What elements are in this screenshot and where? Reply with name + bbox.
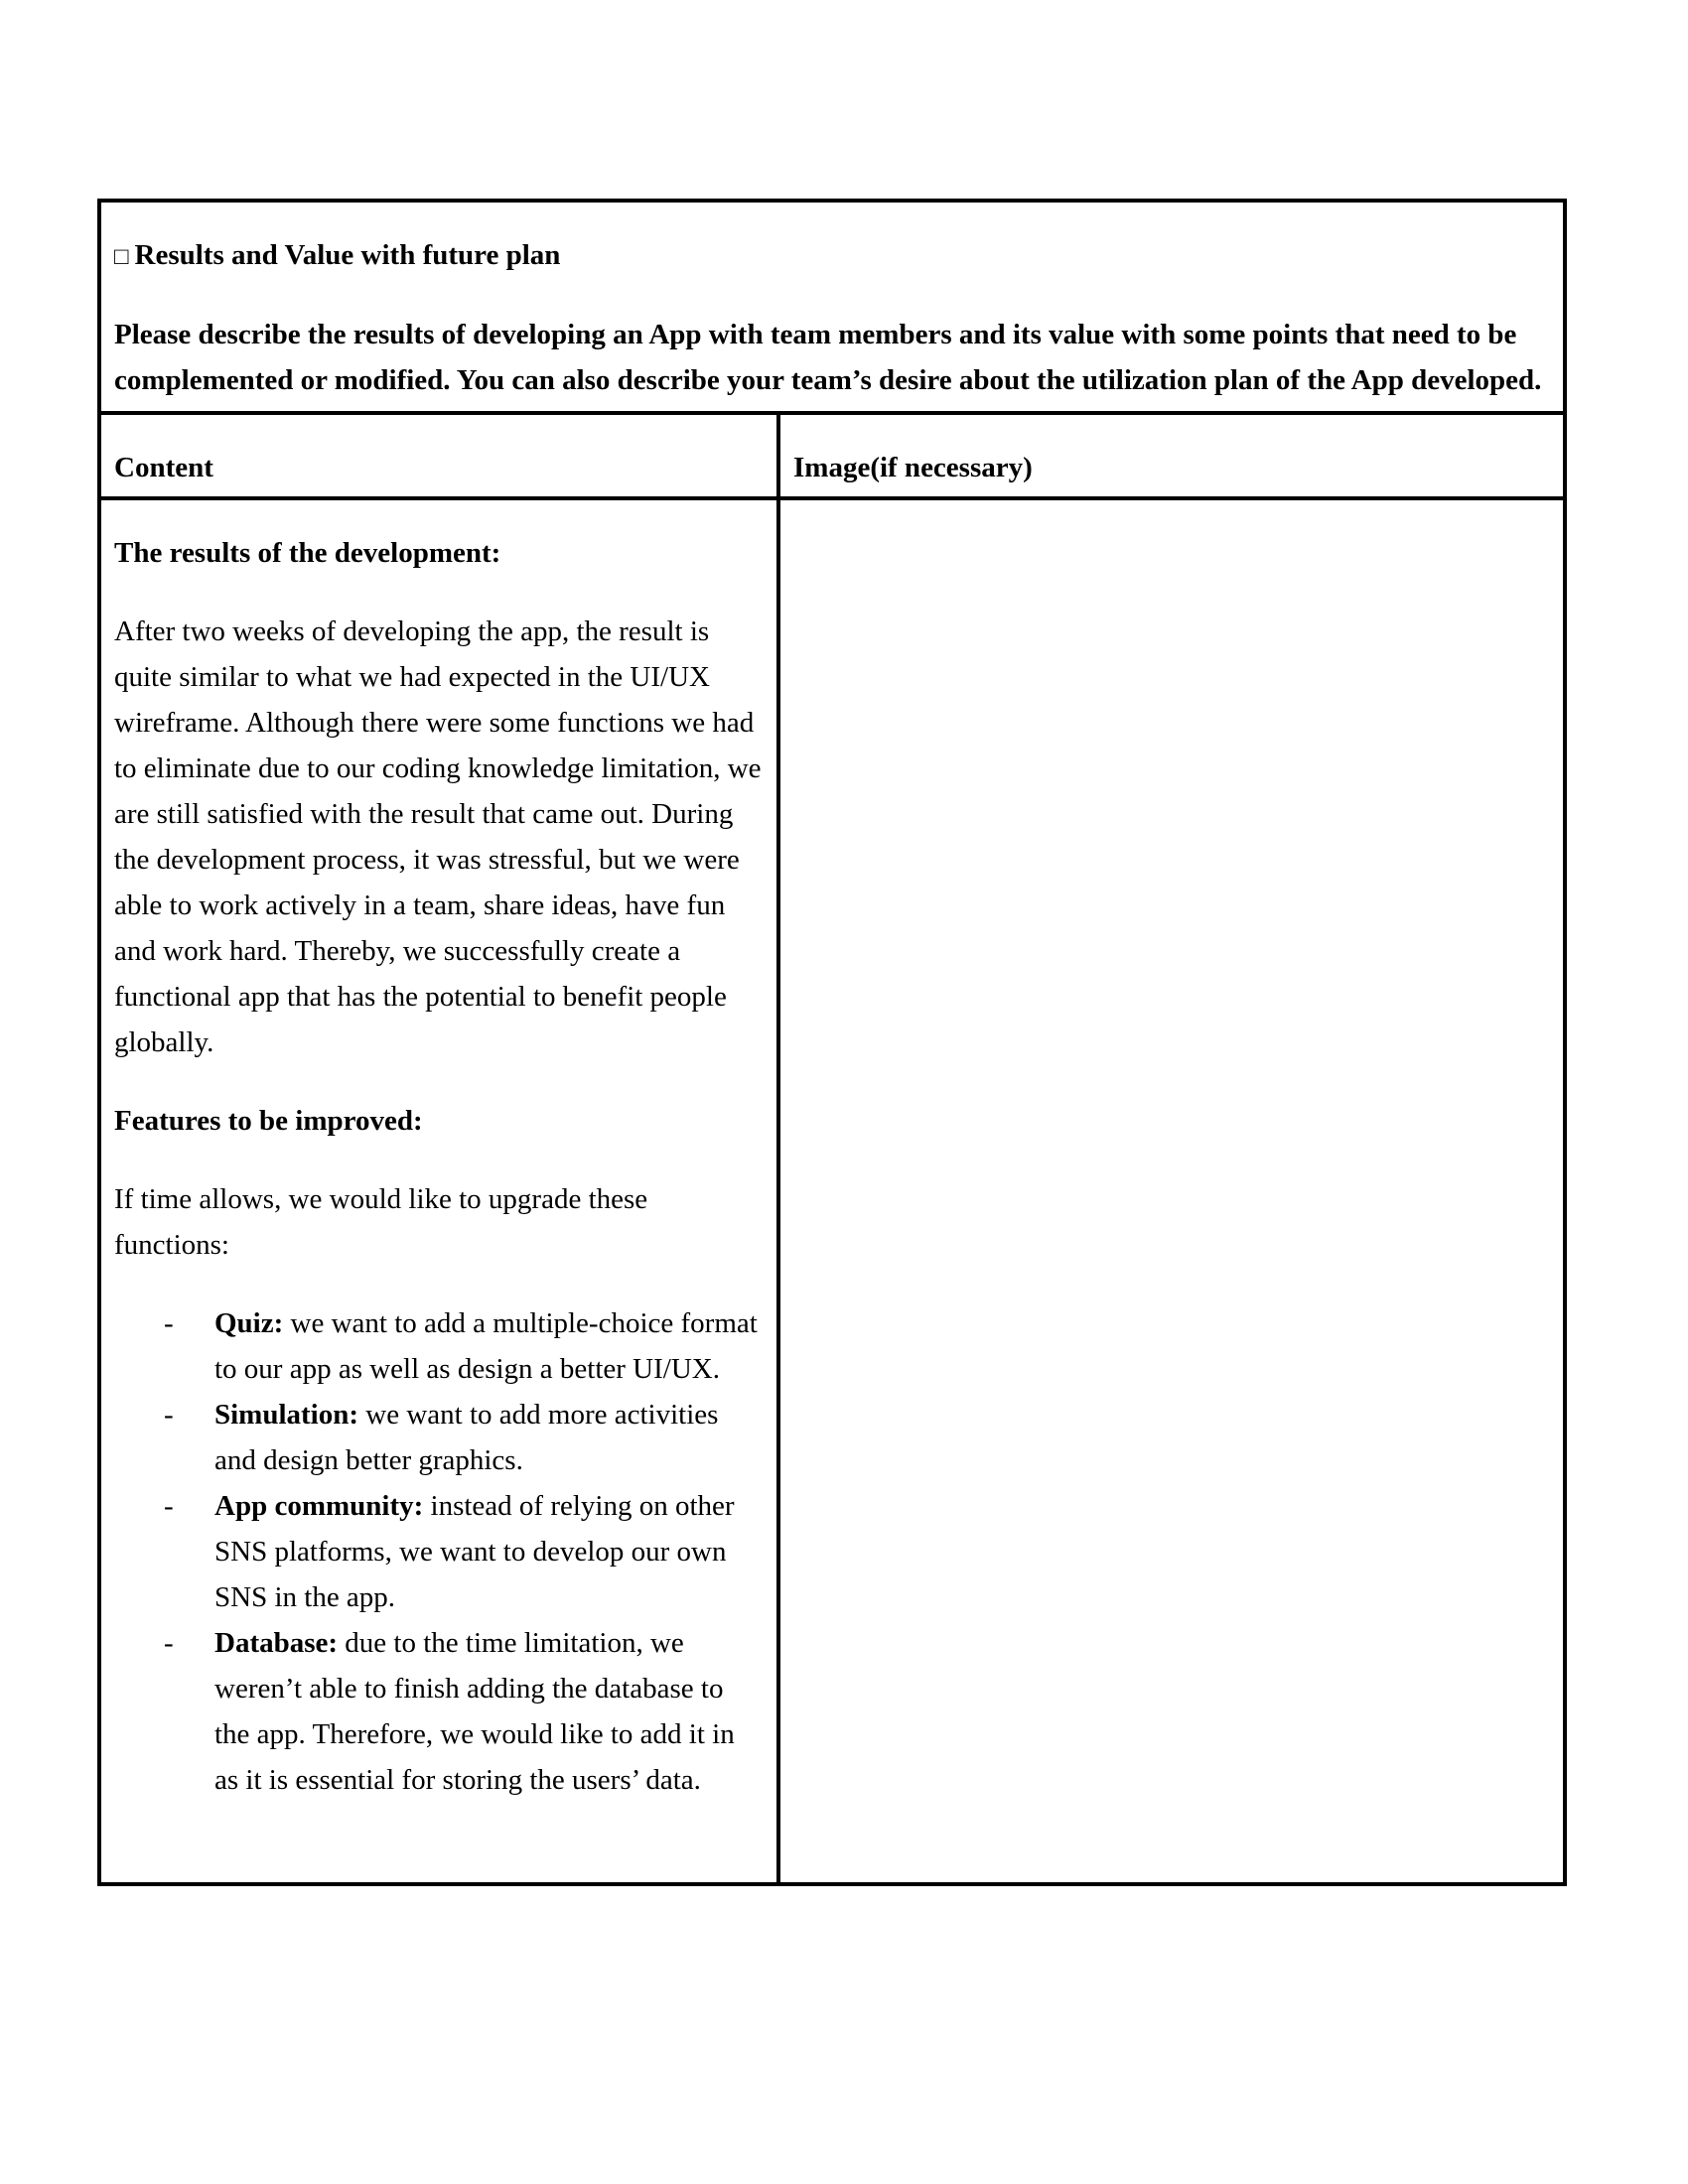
section-instructions: Please describe the results of developing an App with team members and its value with some points that need to be complemented or modified. You can also describe your team’s desire about the utilization plan of the App developed. <box>114 319 1542 396</box>
feature-label: Database: <box>214 1627 339 1659</box>
results-form-table <box>97 199 1567 1886</box>
features-heading: Features to be improved: <box>114 1105 423 1137</box>
feature-label: Quiz: <box>214 1307 284 1339</box>
image-column-label: Image(if necessary) <box>793 452 1033 483</box>
section-heading-cell <box>99 201 1565 413</box>
section-title-text: Results and Value with future plan <box>134 239 561 271</box>
feature-label: Simulation: <box>214 1399 359 1431</box>
results-paragraph: After two weeks of developing the app, the result is quite similar to what we had expected in the UI/UX wireframe. Although there were some functions we had to eliminate due to our coding knowledge limitation, we are still satisfied with the result that came out. During the development process, it was stressful, but we were able to work actively in a team, share ideas, have fun and work hard. Thereby, we successfully create a functional app that has the potential to benefit people globally. <box>114 615 762 1058</box>
feature-text: due to the time limitation, we weren’t able to finish adding the database to the app. Therefore, we would like to add it in as it is essential for storing the users’ data. <box>214 1627 735 1796</box>
list-item <box>114 1620 763 1803</box>
checkbox-icon: □ <box>114 244 129 270</box>
image-column-header <box>778 413 1565 498</box>
bullet-dash: - <box>164 1307 174 1339</box>
content-row <box>99 498 1565 1884</box>
feature-text: instead of relying on other SNS platforms, we want to develop our own SNS in the app. <box>214 1490 735 1613</box>
feature-label: App community: <box>214 1490 424 1522</box>
list-item <box>114 1392 763 1483</box>
section-heading-row <box>99 201 1565 413</box>
content-column-header <box>99 413 778 498</box>
feature-text: we want to add a multiple-choice format to our app as well as design a better UI/UX. <box>214 1307 758 1385</box>
content-column-label: Content <box>114 452 213 483</box>
bullet-dash: - <box>164 1399 174 1431</box>
column-header-row <box>99 413 1565 498</box>
list-item <box>114 1300 763 1392</box>
bullet-dash: - <box>164 1490 174 1522</box>
section-title <box>114 232 1549 280</box>
features-intro: If time allows, we would like to upgrade these functions: <box>114 1183 648 1261</box>
feature-text: we want to add more activities and design better graphics. <box>214 1399 719 1476</box>
list-item <box>114 1483 763 1620</box>
bullet-dash: - <box>164 1627 174 1659</box>
results-heading: The results of the development: <box>114 537 501 569</box>
content-cell <box>99 498 778 1884</box>
image-cell <box>778 498 1565 1884</box>
features-list <box>114 1300 763 1803</box>
